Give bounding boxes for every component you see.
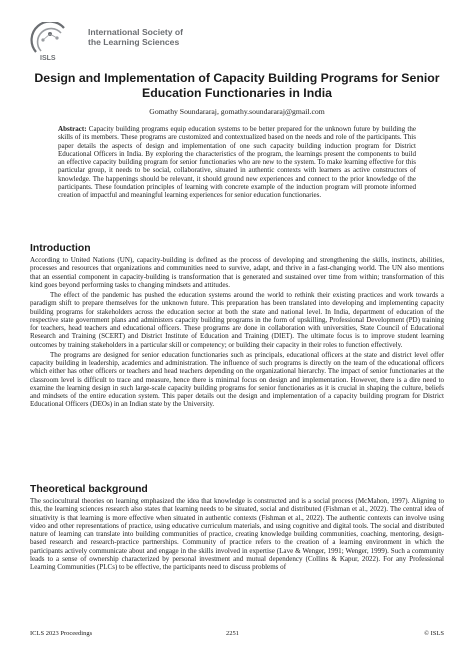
footer-proceedings: ICLS 2023 Proceedings — [30, 630, 93, 637]
theoretical-background-paragraph: The sociocultural theories on learning emphasized the idea that knowledge is constructed and is a social process (McMahon, 1997). Aligning to this, the learning sciences research also states that learning needs to be situated, social and distributed (Fishman et al., 2022). The central idea of situativity is that learning is more effective when situated in authentic contexts (Fishman et al., 2022). The authentic contexts can involve using video and other representations of practice, using educative curriculum materials, and using cognitive and digital tools. The social and distributed nature of learning can translate into building communities of practice, creating knowledge building communities, coaching, mentoring, design-based research and research-practice partnerships. Community of practice refers to the creation of a learning environment in which the participants actively communicate about and engage in the skills involved in expertise (Lave & Wenger, 1991; Wenger, 1999). Such a community leads to a sense of ownership characterized by personal investment and mutual dependency (Collins & Kapur, 2022). For any Professional Learning Communities (PLCs) to be effective, the participants need to discuss problems of — [30, 497, 444, 571]
theoretical-background-heading: Theoretical background — [30, 484, 148, 495]
logo-line-1: International Society of — [88, 27, 184, 37]
introduction-paragraph: According to United Nations (UN), capacity-building is defined as the process of developing and strengthening the skills, instincts, abilities, processes and resources that organizations and communities need to survive, adapt, and thrive in a fast-changing world. The UN also mentions that an essential component in capacity-building is transformation that is generated and sustained over time from within; transformation of this kind goes beyond performing tasks to changing mindsets and attitudes. — [30, 256, 444, 289]
footer-page-number: 2251 — [226, 630, 239, 637]
abstract-text: Capacity building programs equip education systems to be better prepared for the unknown future by building the skills of its members. These programs are customized and contextualized based on the needs and role of the participants. This paper details the aspects of design and implementation of one such capacity building induction program for District Educational Officers in India. By exploring the characteristics of the program, the learnings present the components to build an effective capacity building program for senior functionaries who are new to the system. To make learning effective for this particular group, it needs to be social, collaborative, situated in authentic contexts with learners as active constructors of knowledge. The happenings should be relevant, it should ground new experiences and connect to the prior knowledge of the participants. These foundation principles of learning with concrete example of the induction program will promote informed creation of impactful and meaningful learning experiences for senior education functionaries. — [58, 125, 416, 199]
introduction-paragraph: The programs are designed for senior education functionaries such as principals, educational officers at the state and district level offer capacity building in leadership, academics and administration. The influence of such programs is directly on the team of the educational officers which either has other officers or teachers and head teachers depending on the organizational hierarchy. The impact of senior functionaries at the classroom level is difficult to trace and measure, hence there is minimal focus on design and implementation. However, there is a dire need to examine the learning design in such large-scale capacity building programs for senior functionaries as it is crucial in shaping the culture, beliefs and mindsets of the entire education system. This paper details out the design and implementation of a capacity building program for District Educational Officers (DEOs) in an Indian state by the University. — [30, 350, 444, 409]
paper-title: Design and Implementation of Capacity Building Programs for Senior Education Functionaries in India — [34, 71, 440, 100]
theoretical-background-body — [30, 497, 444, 571]
logo-line-2: the Learning Sciences — [88, 37, 180, 47]
abstract — [58, 125, 416, 199]
author-line: Gomathy Soundararaj, gomathy.soundararaj@gmail.com — [149, 107, 325, 116]
isls-logo — [30, 22, 278, 62]
introduction-heading: Introduction — [30, 243, 91, 254]
footer-copyright: © ISLS — [424, 630, 444, 637]
introduction-paragraph: The effect of the pandemic has pushed the education systems around the world to rethink their existing practices and work towards a paradigm shift to prepare themselves for the unknown future. This preparation has been translated into developing and implementing capacity building programs for stakeholders across the education sector at both the state and national level. In India, department of education of the respective state government plans and administers capacity building programs in the form of upskilling, Professional Development (PD) training for teachers, head teachers and educational officers. These programs are done in collaboration with universities, State Council of Educational Research and Training (SCERT) and District Institute of Education and Training (DIET). The ultimate focus is to improve student learning outcomes by training stakeholders in a particular skill or competency; or building their capacity in their roles to function effectively. — [30, 291, 444, 349]
logo-text — [88, 27, 278, 47]
abstract-label: Abstract: — [58, 125, 87, 133]
logo-mark-text: ISLS — [40, 55, 56, 62]
isls-logo-mark — [30, 22, 82, 62]
introduction-body — [30, 256, 444, 409]
